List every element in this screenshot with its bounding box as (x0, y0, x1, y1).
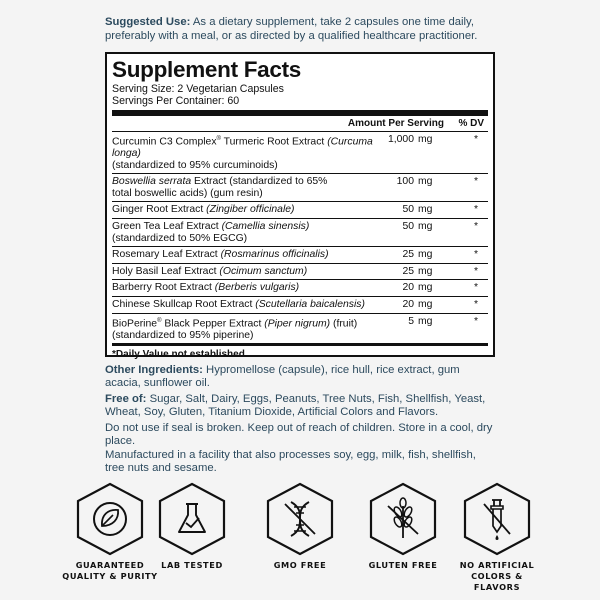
flask-icon (157, 482, 227, 556)
suggested-use-text: As a dietary supplement, take 2 capsules one time daily, preferably with a meal, or as directed by a qualified healthcare practitioner. (105, 16, 478, 42)
ingredient-dv: * (473, 176, 478, 188)
ingredient-dv: * (473, 315, 478, 327)
header-amount: Amount Per Serving (347, 118, 444, 129)
ingredient-dv: * (473, 221, 478, 233)
ingredient-amount: 50 mg (402, 221, 433, 233)
ingredient-name: Curcumin C3 Complex® Turmeric Root Extract (Curcuma longa) (standardized to 95% curcuminoids) (112, 136, 373, 171)
serving-size: Serving Size: 2 Vegetarian Capsules (112, 83, 284, 95)
ingredient-amount: 25 mg (402, 265, 433, 277)
facts-header (112, 116, 488, 131)
supplement-facts-panel (105, 52, 495, 361)
other-ingredients (105, 364, 495, 390)
ingredient-amount: 100 mg (396, 176, 433, 188)
suggested-use-label: Suggested Use: (105, 16, 191, 28)
ingredient-name: Boswellia serrata Extract (standardized to 65% total boswellic acids) (gum resin) (112, 176, 328, 199)
badge-quality (75, 482, 145, 556)
facts-rows (112, 131, 488, 343)
badge-no-artificial-label: NO ARTIFICIAL COLORS & FLAVORS (459, 560, 535, 592)
warning-text: Do not use if seal is broken. Keep out of reach of children. Store in a cool, dry place. (105, 422, 493, 448)
dna-icon (265, 482, 335, 556)
ingredient-dv: * (473, 282, 478, 294)
table-row (112, 201, 488, 218)
table-row (112, 279, 488, 296)
table-row (112, 218, 488, 246)
badge-lab-tested-label: LAB TESTED (161, 560, 223, 570)
ingredient-name: Chinese Skullcap Root Extract (Scutellaria baicalensis) (112, 299, 365, 310)
ingredient-name: BioPerine® Black Pepper Extract (Piper nigrum) (fruit) (standardized to 95% piperine) (112, 317, 358, 341)
ingredient-name: Ginger Root Extract (Zingiber officinale) (112, 204, 295, 216)
table-row (112, 131, 488, 173)
badge-lab-tested (157, 482, 227, 556)
other-ingredients-text: Hypromellose (capsule), rice hull, rice extract, gum acacia, sunflower oil. (105, 364, 460, 390)
header-dv: % DV (458, 118, 484, 129)
table-row (112, 173, 488, 201)
badge-gmo-free (265, 482, 335, 556)
wheat-icon (368, 482, 438, 556)
badge-gmo-free-label: GMO FREE (273, 560, 327, 570)
ingredient-name: Green Tea Leaf Extract (Camellia sinensis) (standardized to 50% EGCG) (112, 221, 310, 244)
free-of-text: Sugar, Salt, Dairy, Eggs, Peanuts, Tree Nuts, Fish, Shellfish, Yeast, Wheat, Soy, Gluten, Titanium Dioxide, Artificial Colors and Flavors. (105, 393, 486, 419)
ingredient-dv: * (473, 249, 478, 261)
ingredient-dv: * (473, 265, 478, 277)
badge-no-artificial (462, 482, 532, 556)
facts-footnote: *Daily Value not established. (112, 349, 248, 361)
ingredient-amount: 20 mg (402, 282, 433, 294)
facts-title: Supplement Facts (112, 57, 301, 82)
leaf-icon (75, 482, 145, 556)
ingredient-amount: 1,000 mg (387, 134, 433, 145)
ingredient-dv: * (473, 134, 478, 145)
ingredient-name: Rosemary Leaf Extract (Rosmarinus officinalis) (112, 249, 329, 261)
ingredient-amount: 20 mg (402, 299, 433, 310)
dropper-icon (462, 482, 532, 556)
table-row (112, 246, 488, 263)
free-of-label: Free of: (105, 393, 147, 405)
facility-text: Manufactured in a facility that also processes soy, egg, milk, fish, shellfish, tree nuts and sesame. (105, 449, 476, 475)
free-of (105, 393, 495, 419)
badge-gluten-free (368, 482, 438, 556)
servings-per-container: Servings Per Container: 60 (112, 95, 240, 107)
table-row (112, 313, 488, 344)
table-row (112, 296, 488, 313)
badge-gluten-free-label: GLUTEN FREE (368, 560, 438, 570)
ingredient-dv: * (473, 204, 478, 216)
ingredient-name: Holy Basil Leaf Extract (Ocimum sanctum) (112, 265, 308, 277)
ingredient-amount: 50 mg (402, 204, 433, 216)
ingredient-amount: 5 mg (408, 315, 433, 327)
suggested-use (105, 16, 505, 43)
ingredient-dv: * (473, 299, 478, 310)
table-row (112, 263, 488, 280)
other-ingredients-label: Other Ingredients: (105, 364, 203, 376)
ingredient-name: Barberry Root Extract (Berberis vulgaris) (112, 282, 300, 294)
ingredient-amount: 25 mg (402, 249, 433, 261)
badge-quality-label: GUARANTEED QUALITY & PURITY (62, 560, 158, 581)
